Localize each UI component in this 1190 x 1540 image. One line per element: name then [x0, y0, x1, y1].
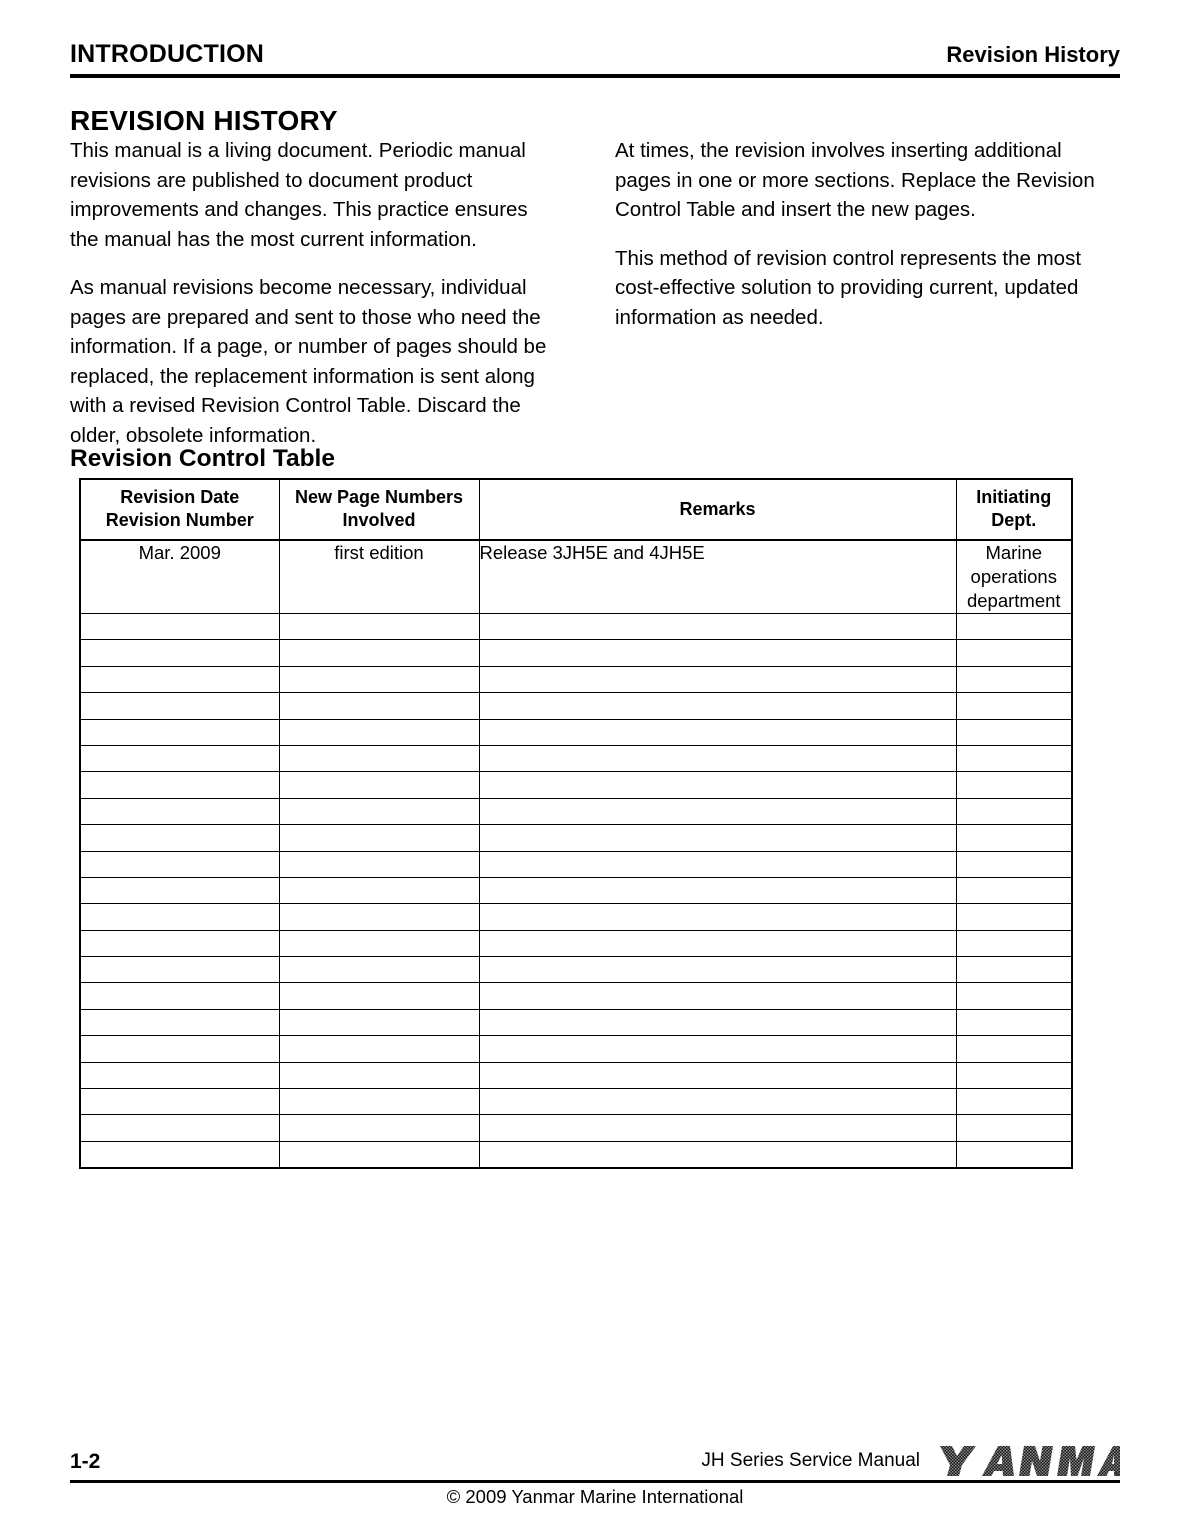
body-column-right: [615, 136, 1100, 450]
cell-new-page-numbers: [279, 772, 479, 798]
cell-initiating-dept: [956, 983, 1072, 1009]
column-header-line: Revision Date: [120, 487, 240, 507]
column-header-initiating-dept: [956, 479, 1072, 540]
cell-initiating-dept: [956, 693, 1072, 719]
body-column-left: [70, 136, 555, 450]
cell-remarks: [479, 1062, 956, 1088]
cell-new-page-numbers: [279, 1089, 479, 1115]
cell-remarks: [479, 904, 956, 930]
page-title: REVISION HISTORY: [70, 104, 338, 136]
cell-initiating-dept: [956, 877, 1072, 903]
cell-remarks: [479, 1009, 956, 1035]
cell-revision-date: [80, 1141, 279, 1167]
cell-new-page-numbers: [279, 798, 479, 824]
table-row-empty: [80, 877, 1072, 903]
paragraph: At times, the revision involves inserting additional pages in one or more sections. Replace the Revision Control Table and insert the new pages.: [615, 139, 1095, 221]
cell-initiating-dept: [956, 666, 1072, 692]
table-header-row: [80, 479, 1072, 540]
cell-new-page-numbers: [279, 640, 479, 666]
cell-initiating-dept: [956, 930, 1072, 956]
cell-revision-date: [80, 983, 279, 1009]
cell-revision-date: [80, 930, 279, 956]
cell-revision-date: [80, 825, 279, 851]
cell-new-page-numbers: [279, 1062, 479, 1088]
cell-revision-date: [80, 1089, 279, 1115]
cell-initiating-dept: [956, 745, 1072, 771]
cell-revision-date: [80, 904, 279, 930]
column-header-line: New Page Numbers: [294, 487, 464, 507]
table-row-empty: [80, 1009, 1072, 1035]
column-header-line: Initiating: [976, 487, 1052, 507]
column-header-line: Revision Number: [105, 510, 254, 530]
table-row-empty: [80, 666, 1072, 692]
cell-new-page-numbers: [279, 693, 479, 719]
cell-revision-date: [80, 772, 279, 798]
table-row-empty: [80, 772, 1072, 798]
table-row-empty: [80, 745, 1072, 771]
cell-initiating-dept: [956, 1036, 1072, 1062]
header-rule: [70, 74, 1120, 78]
cell-revision-date: [80, 957, 279, 983]
cell-new-page-numbers: [279, 1141, 479, 1167]
cell-revision-date: Mar. 2009: [80, 540, 279, 614]
column-header-line: Involved: [342, 510, 416, 530]
cell-new-page-numbers: [279, 877, 479, 903]
cell-initiating-dept: [956, 904, 1072, 930]
cell-remarks: [479, 640, 956, 666]
cell-remarks: [479, 1089, 956, 1115]
table-row-empty: [80, 693, 1072, 719]
table-header: [80, 479, 1072, 540]
cell-new-page-numbers: first edition: [279, 540, 479, 614]
cell-revision-date: [80, 640, 279, 666]
revision-control-table-container: [79, 478, 1073, 1169]
cell-remarks: [479, 1141, 956, 1167]
cell-new-page-numbers: [279, 851, 479, 877]
cell-remarks: [479, 745, 956, 771]
cell-revision-date: [80, 1062, 279, 1088]
cell-remarks: [479, 719, 956, 745]
revision-control-table-heading: Revision Control Table: [70, 445, 335, 473]
cell-remarks: [479, 825, 956, 851]
cell-new-page-numbers: [279, 745, 479, 771]
cell-revision-date: [80, 614, 279, 640]
running-header: [70, 40, 1120, 69]
table-row-empty: [80, 957, 1072, 983]
footer-right-group: [701, 1444, 1120, 1478]
running-header-section-name: INTRODUCTION: [70, 40, 265, 68]
footer-page-number: 1-2: [70, 1450, 101, 1473]
page-footer: [70, 1444, 1120, 1482]
cell-initiating-dept: [956, 614, 1072, 640]
cell-remarks: [479, 693, 956, 719]
cell-revision-date: [80, 1009, 279, 1035]
copyright-notice: © 2009 Yanmar Marine International: [446, 1486, 744, 1507]
cell-new-page-numbers: [279, 719, 479, 745]
column-header-remarks: [479, 479, 956, 540]
footer-rule: [70, 1480, 1120, 1483]
cell-initiating-dept: [956, 798, 1072, 824]
cell-initiating-dept: Marine operations department: [956, 540, 1072, 614]
cell-revision-date: [80, 1115, 279, 1141]
cell-initiating-dept: [956, 1089, 1072, 1115]
table-row-empty: [80, 640, 1072, 666]
yanmar-logo-icon: [934, 1444, 1120, 1478]
cell-new-page-numbers: [279, 983, 479, 1009]
cell-new-page-numbers: [279, 930, 479, 956]
cell-remarks: [479, 983, 956, 1009]
cell-remarks: [479, 798, 956, 824]
cell-initiating-dept: [956, 1115, 1072, 1141]
cell-initiating-dept: [956, 719, 1072, 745]
body-columns: [70, 136, 1120, 450]
paragraph: This manual is a living document. Periodic manual revisions are published to document product improvements and changes. This practice ensures the manual has the most current information.: [70, 139, 528, 251]
cell-initiating-dept: [956, 851, 1072, 877]
cell-initiating-dept: [956, 1141, 1072, 1167]
cell-revision-date: [80, 666, 279, 692]
cell-remarks: [479, 1036, 956, 1062]
cell-initiating-dept: [956, 957, 1072, 983]
cell-new-page-numbers: [279, 825, 479, 851]
cell-new-page-numbers: [279, 666, 479, 692]
cell-remarks: [479, 666, 956, 692]
column-header-line: Dept.: [991, 510, 1037, 530]
table-row-empty: [80, 983, 1072, 1009]
footer-manual-title: JH Series Service Manual: [701, 1450, 920, 1471]
cell-remarks: [479, 851, 956, 877]
table-row-empty: [80, 1141, 1072, 1167]
cell-remarks: [479, 1115, 956, 1141]
cell-revision-date: [80, 693, 279, 719]
table-row-empty: [80, 851, 1072, 877]
cell-new-page-numbers: [279, 1009, 479, 1035]
table-row-empty: [80, 798, 1072, 824]
table-row-empty: [80, 1062, 1072, 1088]
table-row: [80, 540, 1072, 614]
cell-remarks: [479, 957, 956, 983]
table-row-empty: [80, 614, 1072, 640]
cell-revision-date: [80, 877, 279, 903]
column-header-line: Remarks: [679, 498, 756, 519]
table-row-empty: [80, 1115, 1072, 1141]
cell-revision-date: [80, 851, 279, 877]
cell-remarks: [479, 930, 956, 956]
cell-remarks: [479, 772, 956, 798]
cell-initiating-dept: [956, 1062, 1072, 1088]
paragraph: This method of revision control represents the most cost-effective solution to providing current, updated information as needed.: [615, 246, 1082, 329]
cell-initiating-dept: [956, 772, 1072, 798]
table-row-empty: [80, 1036, 1072, 1062]
cell-revision-date: [80, 798, 279, 824]
cell-new-page-numbers: [279, 904, 479, 930]
table-row-empty: [80, 719, 1072, 745]
cell-revision-date: [80, 719, 279, 745]
cell-initiating-dept: [956, 1009, 1072, 1035]
cell-new-page-numbers: [279, 957, 479, 983]
cell-revision-date: [80, 745, 279, 771]
table-row-empty: [80, 930, 1072, 956]
table-row-empty: [80, 825, 1072, 851]
cell-new-page-numbers: [279, 1115, 479, 1141]
table-row-empty: [80, 904, 1072, 930]
cell-remarks: [479, 877, 956, 903]
column-header-revision-date: [80, 479, 279, 540]
revision-control-table: [79, 478, 1073, 1169]
cell-remarks: Release 3JH5E and 4JH5E: [479, 540, 956, 614]
cell-new-page-numbers: [279, 1036, 479, 1062]
running-header-topic: Revision History: [946, 42, 1120, 67]
table-row-empty: [80, 1089, 1072, 1115]
table-body: [80, 540, 1072, 1168]
cell-revision-date: [80, 1036, 279, 1062]
paragraph: As manual revisions become necessary, individual pages are prepared and sent to those who need the information. If a page, or number of pages should be replaced, the replacement information is sent along with a revised Revision Control Table. Discard the older, obsolete information.: [70, 276, 547, 447]
cell-initiating-dept: [956, 640, 1072, 666]
cell-remarks: [479, 614, 956, 640]
cell-initiating-dept: [956, 825, 1072, 851]
column-header-new-page-numbers: [279, 479, 479, 540]
cell-new-page-numbers: [279, 614, 479, 640]
